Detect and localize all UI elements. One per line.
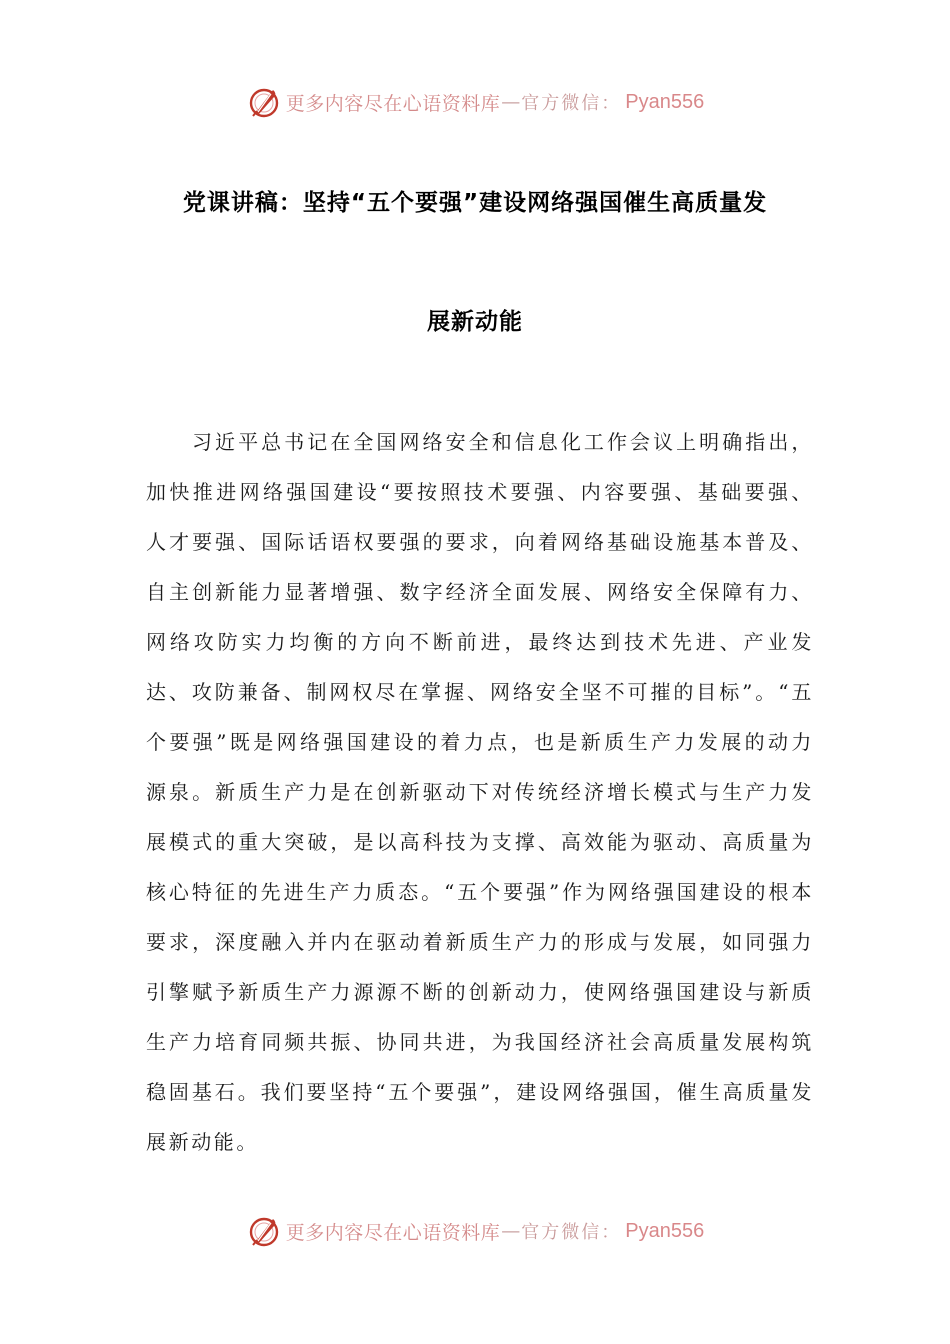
banner-wechat-id: Pyan556 [625,90,705,113]
body-paragraph: 习近平总书记在全国网络安全和信息化工作会议上明确指出，加快推进网络强国建设“要按照技术要强、内容要强、基础要强、人才要强、国际话语权要强的要求，向着网络基础设施基本普及、自主创新能力显著增强、数字经济全面发展、网络安全保障有力、网络攻防实力均衡的方向不断前进，最终达到技术先进、产业发达、攻防兼备、制网权尽在掌握、网络安全坚不可摧的目标”。“五个要强”既是网络强国建设的着力点，也是新质生产力发展的动力源泉。新质生产力是在创新驱动下对传统经济增长模式与生产力发展模式的重大突破，是以高科技为支撑、高效能为驱动、高质量为核心特征的先进生产力质态。“五个要强”作为网络强国建设的根本要求，深度融入并内在驱动着新质生产力的形成与发展，如同强力引擎赋予新质生产力源源不断的创新动力，使网络强国建设与新质生产力培育同频共振、协同共进，为我国经济社会高质量发展构筑稳固基石。我们要坚持“五个要强”，建设网络强国，催生高质量发展新动能。 [146,430,814,1154]
banner-wechat-id: Pyan556 [625,1219,705,1242]
document-title-line-1: 党课讲稿：坚持“五个要强”建设网络强国催生高质量发 [182,190,768,216]
banner-wechat-label: 官方微信： [521,1222,622,1243]
footer-banner [0,1209,950,1253]
quill-pen-logo-icon [246,84,282,120]
banner-wechat-label: 官方微信： [521,93,622,114]
quill-pen-logo-icon [246,1213,282,1249]
banner-separator: — [501,91,521,113]
banner-slogan: 更多内容尽在心语资料库 [285,92,501,115]
banner-slogan: 更多内容尽在心语资料库 [285,1221,501,1244]
document-title-line-2: 展新动能 [427,309,523,335]
header-banner [0,80,950,124]
banner-separator: — [501,1220,521,1242]
